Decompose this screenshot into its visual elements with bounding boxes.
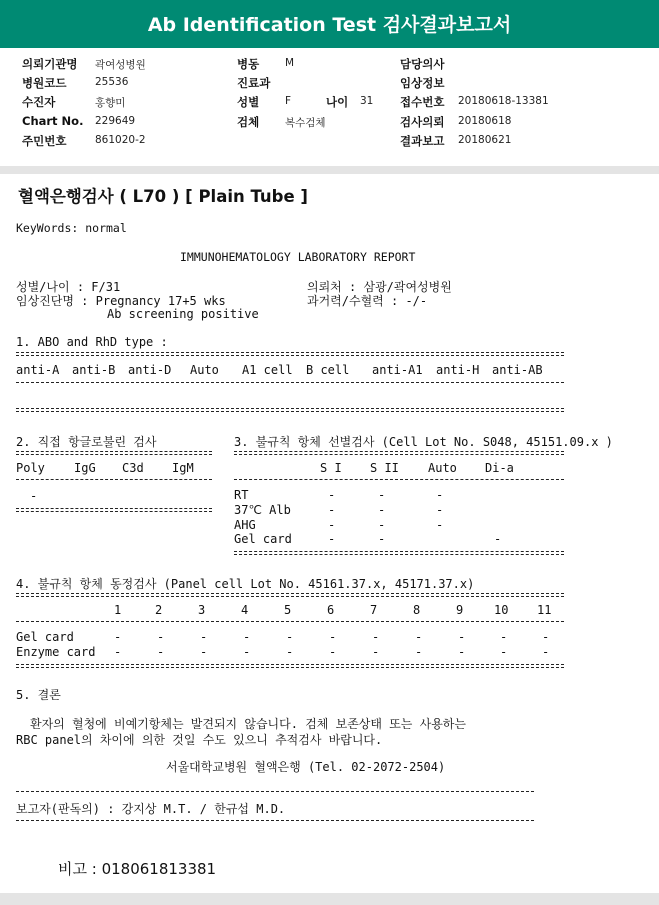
screen-row-label: RT (234, 488, 249, 502)
panel-cell: - (542, 645, 550, 659)
double-rule (16, 664, 564, 668)
screen-cell: - (378, 488, 386, 502)
screen-row-label: 37℃ Alb (234, 503, 291, 517)
signature-org: 서울대학교병원 혈액은행 (Tel. 02-2072-2504) (166, 760, 446, 774)
report-date-value: 20180621 (458, 134, 512, 146)
transfusion-history: 과거력/수혈력 : -/- (307, 294, 428, 308)
panel-cell: - (542, 630, 550, 644)
panel-cell: - (243, 645, 251, 659)
abo-col-anti-ab: anti-AB (492, 363, 543, 377)
request-date-value: 20180618 (458, 115, 512, 127)
abo-col-a1-cell: A1 cell (242, 363, 293, 377)
screen-cell: - (436, 503, 444, 517)
screen-col-dia: Di-a (485, 461, 514, 475)
clinical-info-label: 임상정보 (400, 76, 445, 90)
panel-cell: - (458, 645, 466, 659)
abo-col-anti-a: anti-A (16, 363, 60, 377)
panel-cell: - (329, 645, 337, 659)
panel-col: 3 (198, 603, 206, 617)
institution-label: 의뢰기관명 (22, 57, 78, 71)
abo-col-auto: Auto (190, 363, 219, 377)
panel-row-label: Gel card (16, 630, 74, 644)
screen-cell: - (378, 532, 386, 546)
bottom-band (0, 893, 659, 905)
panel-cell: - (286, 630, 294, 644)
panel-cell: - (114, 630, 122, 644)
ward-label: 병동 (237, 57, 260, 71)
screen-cell: - (328, 518, 336, 532)
panel-col: 9 (456, 603, 464, 617)
hospital-code-value: 25536 (95, 76, 129, 88)
screen-cell: - (328, 503, 336, 517)
dat-col-poly: Poly (16, 461, 45, 475)
screen-col-auto: Auto (428, 461, 457, 475)
rule (16, 791, 534, 792)
abo-col-anti-b: anti-B (72, 363, 116, 377)
patient-info-header (0, 48, 659, 166)
screen-cell: - (328, 488, 336, 502)
double-rule (16, 593, 564, 597)
sex-age: 성별/나이 : F/31 (16, 280, 121, 294)
screen-cell: - (494, 532, 502, 546)
screen-col-s1: S I (320, 461, 342, 475)
screen-cell: - (436, 488, 444, 502)
panel-cell: - (500, 630, 508, 644)
rule (16, 820, 534, 821)
age-value: 31 (360, 95, 374, 107)
conclusion-line1: 환자의 혈청에 비예기항체는 발견되지 않습니다. 검체 보존상태 또는 사용하는 (30, 717, 466, 731)
abo-col-anti-d: anti-D (128, 363, 172, 377)
ward-value: M (285, 57, 295, 69)
panel-cell: - (157, 645, 165, 659)
sex-value: F (285, 95, 292, 107)
double-rule (16, 451, 212, 455)
panel-col: 8 (413, 603, 421, 617)
screen-cell: - (328, 532, 336, 546)
section4-title: 4. 불규칙 항체 동정검사 (Panel cell Lot No. 45161.37.x, 45171.37.x) (16, 577, 475, 591)
double-rule (234, 451, 564, 455)
panel-cell: - (415, 645, 423, 659)
panel-cell: - (372, 645, 380, 659)
screen-col-s2: S II (370, 461, 399, 475)
panel-row-label: Enzyme card (16, 645, 96, 659)
rule (16, 382, 564, 383)
panel-col: 1 (114, 603, 122, 617)
screen-cell: - (378, 518, 386, 532)
chart-no-value: 229649 (95, 115, 136, 127)
dat-col-igg: IgG (74, 461, 96, 475)
screen-cell: - (436, 518, 444, 532)
screen-row-label: AHG (234, 518, 256, 532)
section1-title: 1. ABO and RhD type : (16, 335, 168, 349)
screen-cell: - (378, 503, 386, 517)
patient-label: 수진자 (22, 95, 56, 109)
double-rule (16, 508, 212, 512)
panel-cell: - (286, 645, 294, 659)
panel-col: 2 (155, 603, 163, 617)
diagnosis-line1: 임상진단명 : Pregnancy 17+5 wks (16, 294, 226, 308)
panel-cell: - (200, 630, 208, 644)
age-label: 나이 (326, 95, 349, 109)
requester: 의뢰처 : 삼광/곽여성병원 (307, 280, 452, 294)
panel-col: 11 (537, 603, 552, 617)
panel-col: 6 (327, 603, 335, 617)
rule (16, 479, 212, 480)
panel-cell: - (329, 630, 337, 644)
panel-cell: - (500, 645, 508, 659)
remark: 비고 : 018061813381 (58, 860, 217, 878)
diagnosis-line2: Ab screening positive (107, 307, 259, 321)
dat-col-igm: IgM (172, 461, 194, 475)
dat-result: - (30, 489, 38, 503)
request-date-label: 검사의뢰 (400, 115, 445, 129)
abo-col-anti-a1: anti-A1 (372, 363, 423, 377)
institution-value: 곽여성병원 (95, 59, 146, 71)
double-rule (16, 352, 564, 356)
rule (16, 621, 564, 622)
section2-title: 2. 직접 항글로불린 검사 (16, 435, 157, 449)
sex-label: 성별 (237, 95, 260, 109)
panel-cell: - (243, 630, 251, 644)
patient-value: 홍향미 (95, 97, 126, 109)
rrn-value: 861020-2 (95, 134, 146, 146)
report-heading: 혈액은행검사 ( L70 ) [ Plain Tube ] (18, 187, 308, 206)
panel-col: 10 (494, 603, 509, 617)
report-title: Ab Identification Test 검사결과보고서 (147, 14, 512, 36)
conclusion-line2: RBC panel의 차이에 의한 것일 수도 있으니 추적검사 바랍니다. (16, 733, 383, 747)
dept-label: 진료과 (237, 76, 271, 90)
panel-col: 5 (284, 603, 292, 617)
panel-cell: - (157, 630, 165, 644)
title-banner (0, 0, 659, 48)
dat-col-c3d: C3d (122, 461, 144, 475)
section5-title: 5. 결론 (16, 688, 61, 702)
rrn-label: 주민번호 (22, 134, 67, 148)
panel-cell: - (372, 630, 380, 644)
section3-title: 3. 불규칙 항체 선별검사 (Cell Lot No. S048, 45151.09.x ) (234, 435, 613, 449)
panel-cell: - (114, 645, 122, 659)
report-date-label: 결과보고 (400, 134, 445, 148)
receipt-value: 20180618-13381 (458, 95, 549, 107)
panel-col: 4 (241, 603, 249, 617)
hospital-code-label: 병원코드 (22, 76, 67, 90)
abo-col-anti-h: anti-H (436, 363, 480, 377)
separator-band (0, 166, 659, 174)
panel-cell: - (415, 630, 423, 644)
panel-cell: - (458, 630, 466, 644)
panel-cell: - (200, 645, 208, 659)
double-rule (234, 551, 564, 555)
lab-title: IMMUNOHEMATOLOGY LABORATORY REPORT (180, 250, 416, 264)
reporter: 보고자(판독의) : 강지상 M.T. / 한규섭 M.D. (16, 802, 286, 816)
specimen-label: 검체 (237, 115, 260, 129)
specimen-value: 복수검체 (285, 117, 326, 129)
abo-col-b-cell: B cell (306, 363, 350, 377)
chart-no-label: Chart No. (22, 114, 84, 128)
panel-col: 7 (370, 603, 378, 617)
receipt-label: 접수번호 (400, 95, 445, 109)
double-rule (16, 408, 564, 412)
doctor-label: 담당의사 (400, 57, 445, 71)
screen-row-label: Gel card (234, 532, 292, 546)
rule (234, 479, 564, 480)
keywords: KeyWords: normal (16, 221, 127, 235)
report-document (0, 174, 659, 905)
